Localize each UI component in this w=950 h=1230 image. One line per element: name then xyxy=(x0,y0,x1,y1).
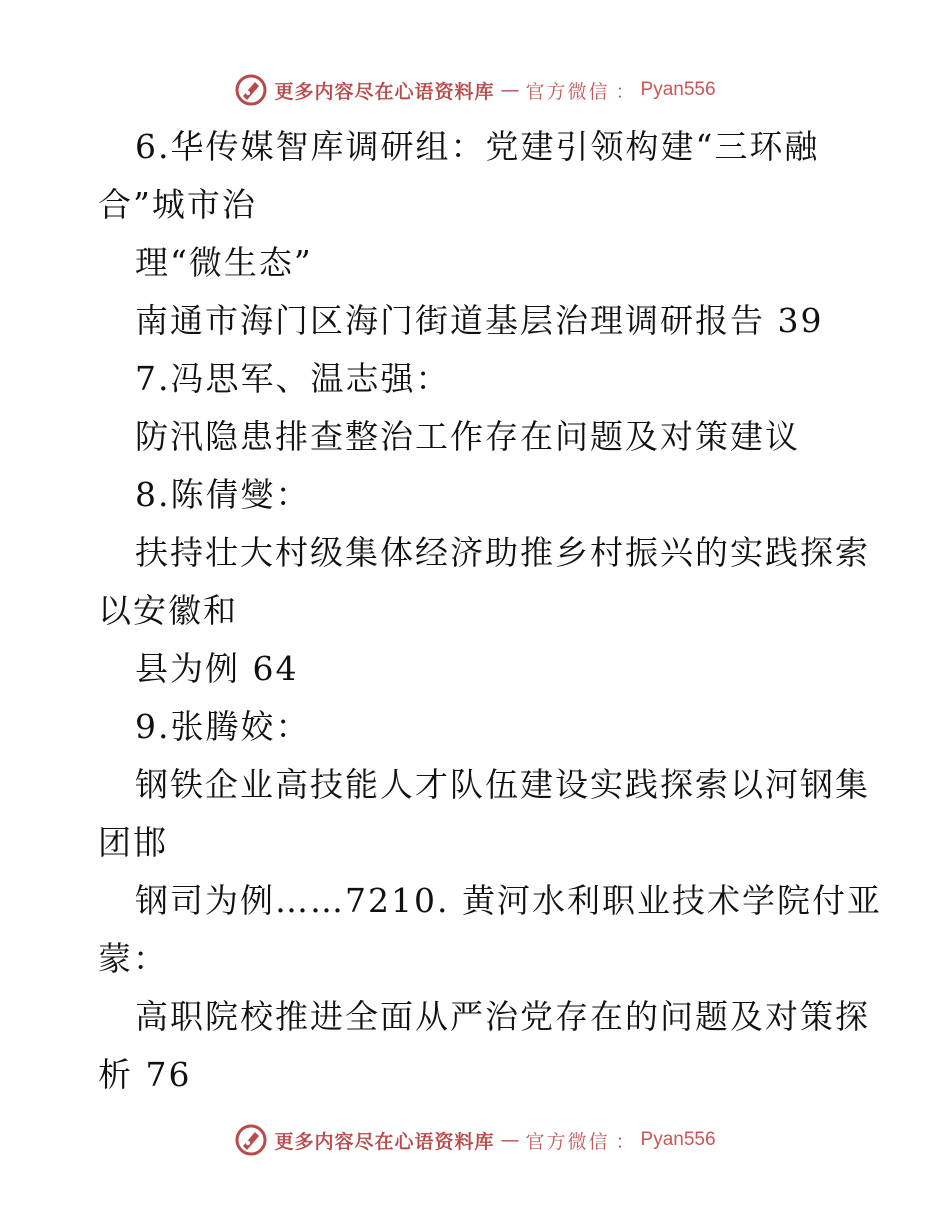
text-line: 钢司为例……7210. 黄河水利职业技术学院付亚 xyxy=(135,881,882,920)
text-line: 钢铁企业高技能人才队伍建设实践探索以河钢集 xyxy=(135,765,870,804)
watermark-wechat-id: Pyan556 xyxy=(640,79,716,100)
footer-watermark xyxy=(0,1122,950,1158)
text-line: 扶持壮大村级集体经济助推乡村振兴的实践探索 xyxy=(135,533,870,572)
text-line: 县为例 64 xyxy=(135,649,299,688)
watermark-separator: — xyxy=(500,79,520,101)
text-line: 9.张腾姣： xyxy=(135,707,311,746)
text-line: 以安徽和 xyxy=(98,591,238,630)
watermark-colon: ： xyxy=(615,80,635,103)
text-line: 7.冯思军、温志强： xyxy=(135,359,451,398)
watermark-wechat-id: Pyan556 xyxy=(640,1129,716,1150)
text-line: 蒙： xyxy=(98,939,168,978)
text-line: 理“微生态” xyxy=(135,243,313,282)
document-body xyxy=(98,118,882,1104)
text-line: 合”城市治 xyxy=(98,185,257,224)
watermark-sub-text: 官方微信 xyxy=(525,80,610,103)
text-line: 析 76 xyxy=(98,1055,192,1094)
watermark-colon: ： xyxy=(615,1130,635,1153)
text-line: 高职院校推进全面从严治党存在的问题及对策探 xyxy=(135,997,870,1036)
pen-nib-circle-icon xyxy=(234,1123,268,1157)
watermark-sub-text: 官方微信 xyxy=(525,1130,610,1153)
text-line: 6.华传媒智库调研组：党建引领构建“三环融 xyxy=(135,127,820,166)
text-line: 防汛隐患排查整治工作存在问题及对策建议 xyxy=(135,417,800,456)
watermark-main-text: 更多内容尽在心语资料库 xyxy=(274,1130,495,1153)
header-watermark xyxy=(0,72,950,108)
text-line: 南通市海门区海门街道基层治理调研报告 39 xyxy=(135,301,824,340)
watermark-separator: — xyxy=(500,1129,520,1151)
text-line: 团邯 xyxy=(98,823,168,862)
pen-nib-circle-icon xyxy=(234,73,268,107)
text-line: 8.陈倩燮： xyxy=(135,475,311,514)
watermark-main-text: 更多内容尽在心语资料库 xyxy=(274,80,495,103)
